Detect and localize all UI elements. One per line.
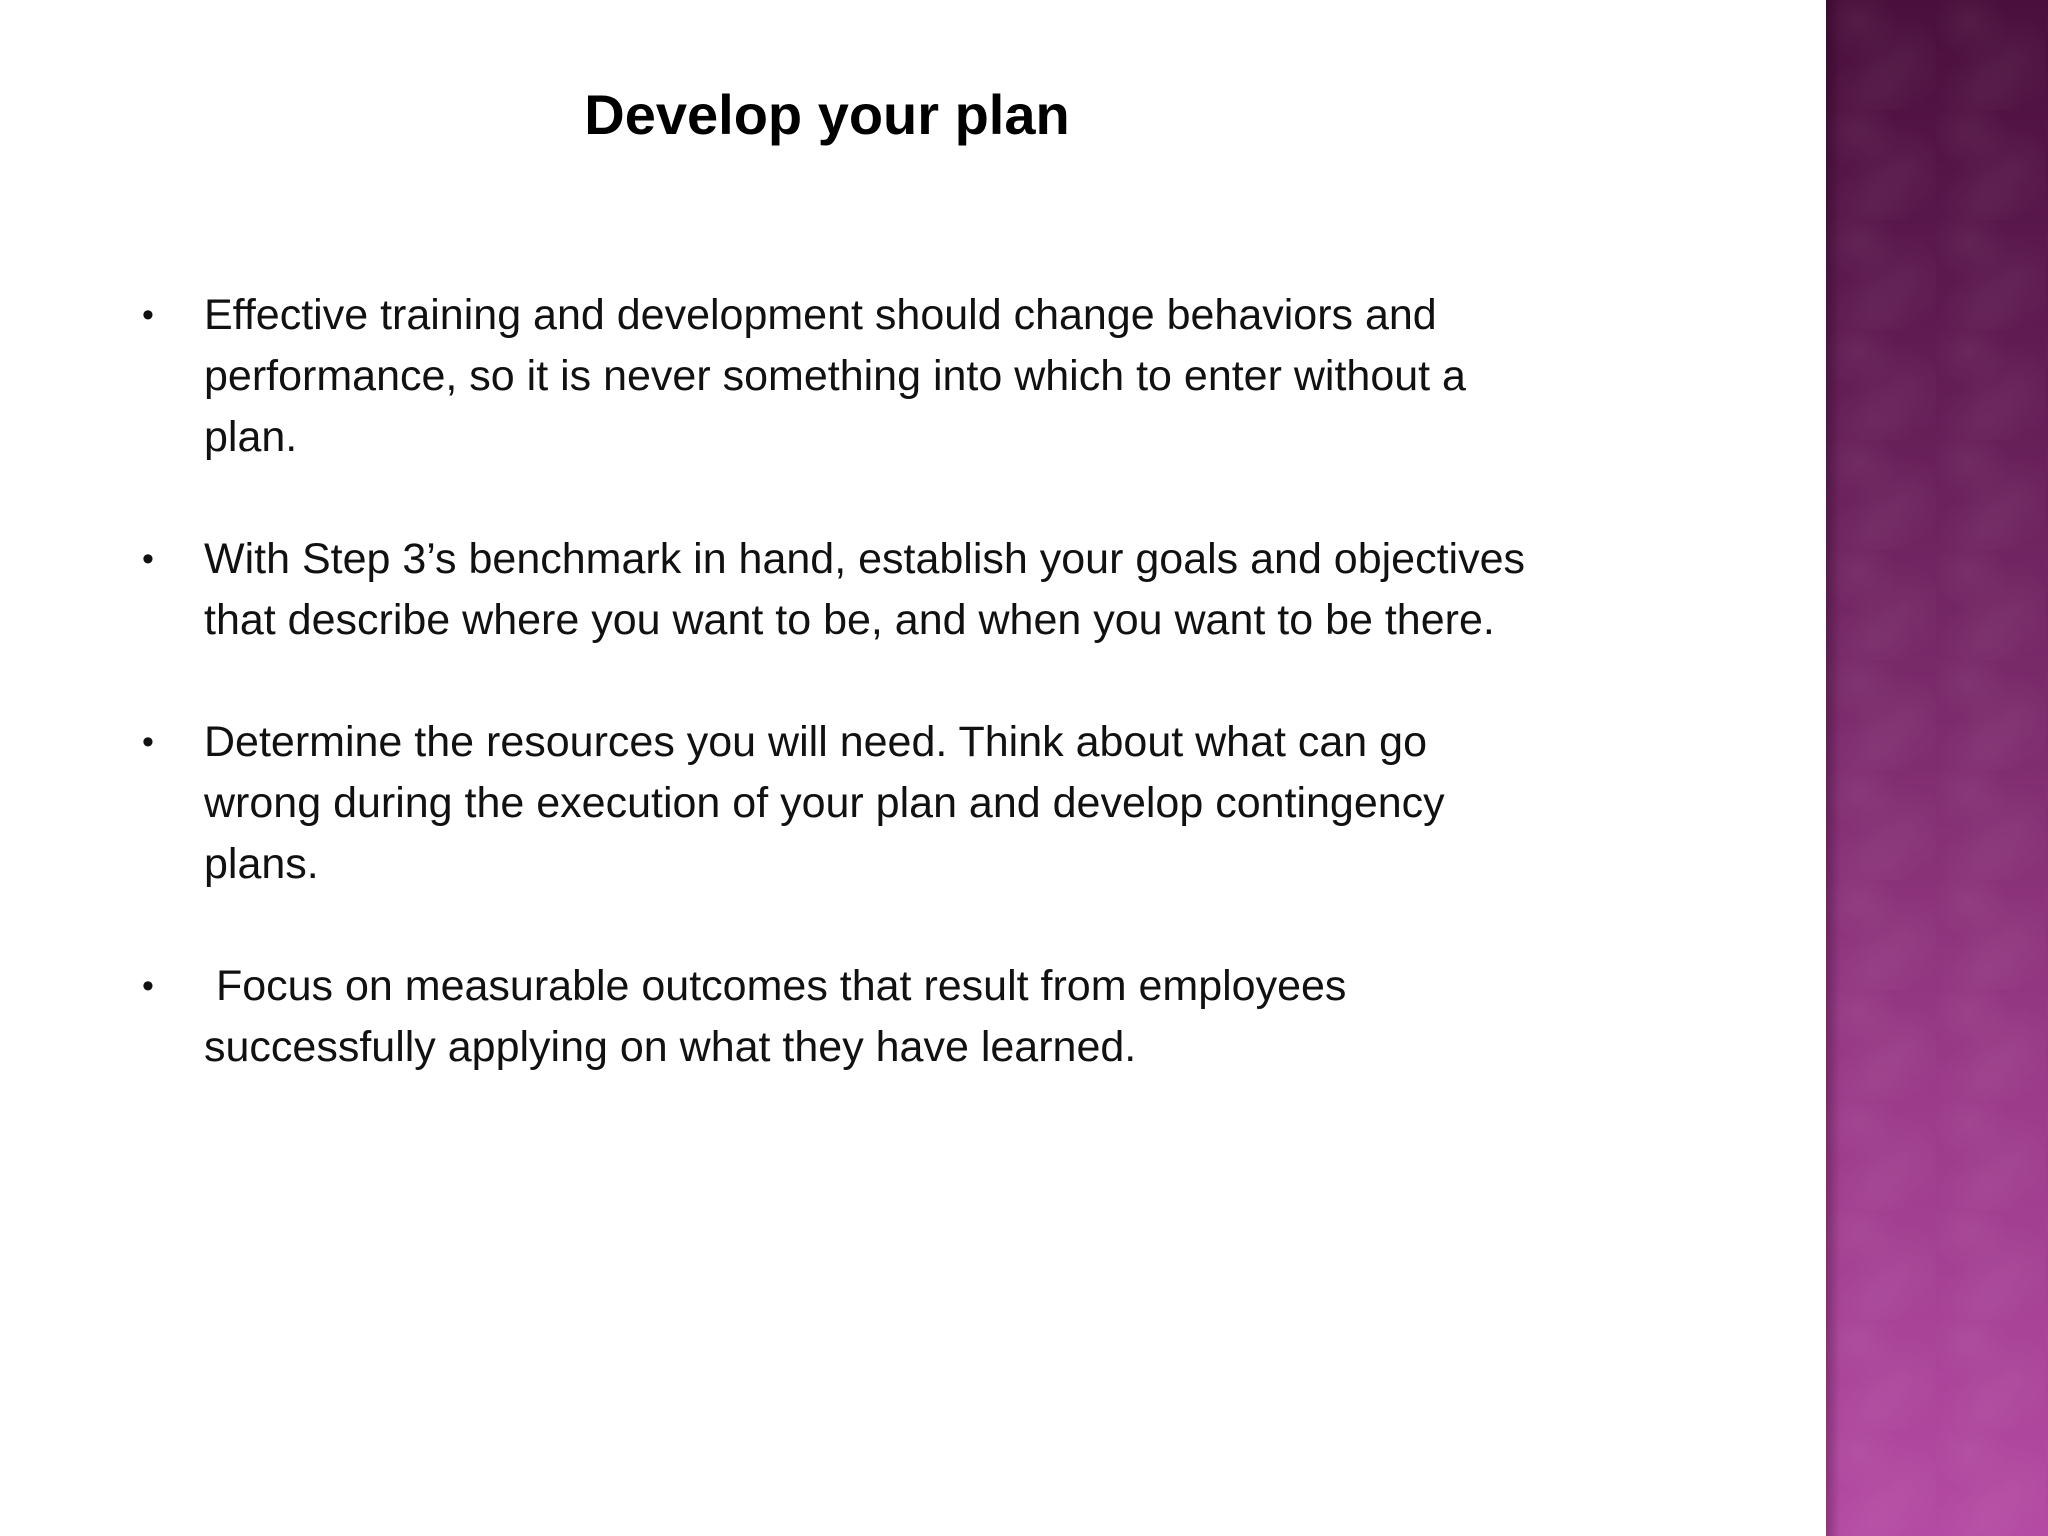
bullet-icon: • [142, 296, 154, 334]
bullet-text: With Step 3’s benchmark in hand, establish your goals and objectives that describe where you want to be, and when you want to be there. [204, 535, 1526, 644]
bullet-icon: • [142, 540, 154, 578]
decorative-side-bar [1826, 0, 2048, 1536]
bullet-text: Focus on measurable outcomes that result from employees successfully applying on what they have learned. [204, 962, 1359, 1071]
slide-title: Develop your plan [584, 83, 1070, 146]
list-item [136, 529, 1536, 651]
list-item [136, 712, 1536, 895]
list-item [136, 956, 1536, 1078]
list-item [136, 285, 1536, 468]
bullet-text: Determine the resources you will need. Think about what can go wrong during the execution of your plan and develop contingency plans. [204, 718, 1445, 888]
bullet-icon: • [142, 723, 154, 761]
side-bar-texture [1826, 0, 2048, 1536]
bullet-text: Effective training and development should change behaviors and performance, so it is never something into which to enter without a plan. [204, 291, 1466, 461]
side-bar-edge-shadow [1826, 0, 1840, 1536]
bullet-icon: • [142, 967, 154, 1005]
bullet-list [136, 285, 1536, 1139]
